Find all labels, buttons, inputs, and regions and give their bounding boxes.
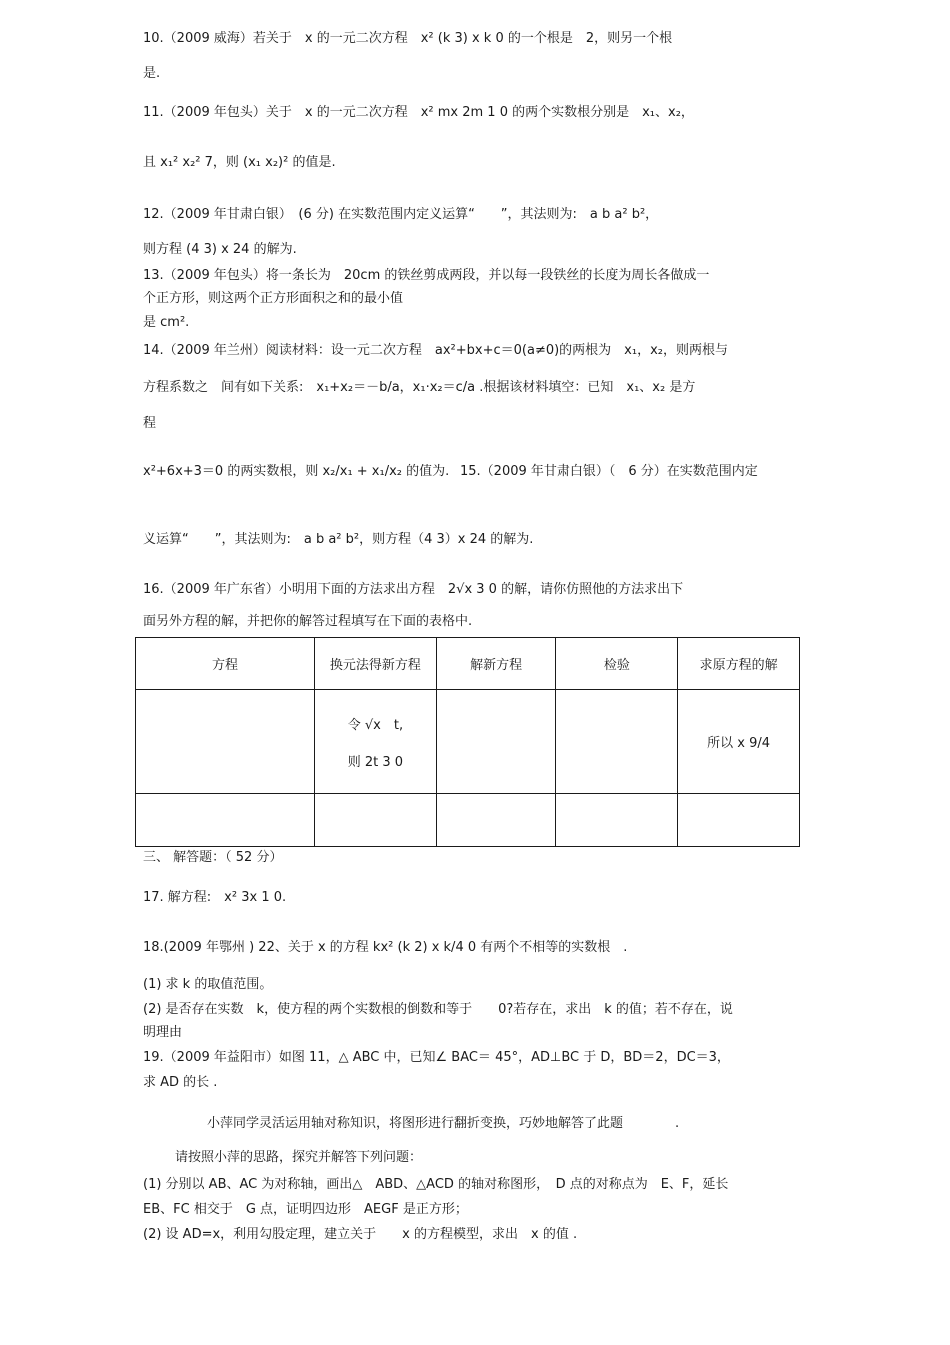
- table-cell: [556, 794, 678, 847]
- q15-line1: 15.（2009 年甘肃白银）（ 6 分）在实数范围内定: [460, 464, 758, 479]
- new-equation-line: 则 2t 3 0: [347, 754, 404, 770]
- q17-line: 17. 解方程: x² 3x 1 0.: [143, 890, 287, 905]
- q19-line3: 小萍同学灵活运用轴对称知识，将图形进行翻折变换，巧妙地解答了此题 .: [207, 1116, 680, 1131]
- table-cell: [136, 794, 315, 847]
- q19-line4: 请按照小萍的思路，探究并解答下列问题：: [175, 1150, 423, 1165]
- q19-line2: 求 AD 的长 .: [143, 1075, 218, 1090]
- q10-line1: 10.（2009 威海）若关于 x 的一元二次方程 x² (k 3) x k 0 的一个根是 2，则另一个根: [143, 31, 673, 46]
- substitution-line: 令 √x t,: [347, 717, 404, 733]
- q10-line2: 是.: [143, 66, 161, 81]
- table-cell: [436, 794, 556, 847]
- q14-line1: 14.（2009 年兰州）阅读材料：设一元二次方程 ax²+bx+c＝0(a≠0)的两根为 x₁，x₂，则两根与: [143, 343, 728, 358]
- q13-line1: 13.（2009 年包头）将一条长为 20cm 的铁丝剪成两段，并以每一段铁丝的长度为周长各做成一: [143, 268, 710, 283]
- table-cell: [315, 794, 437, 847]
- q14-line2: 方程系数之 间有如下关系: x₁+x₂＝－b/a，x₁·x₂＝c/a .根据该材料填空：已知 x₁、x₂ 是方: [143, 380, 696, 395]
- table-header: 换元法得新方程: [315, 638, 437, 690]
- section3-heading: 三、 解答题：（ 52 分）: [143, 850, 283, 865]
- table-cell: 所以 x 9/4: [678, 690, 800, 794]
- q13-line2: 个正方形，则这两个正方形面积之和的最小值: [143, 291, 404, 306]
- q18-part2: (2) 是否存在实数 k，使方程的两个实数根的倒数和等于 0?若存在，求出 k 的值；若不存在，说: [143, 1002, 733, 1017]
- q11-line1: 11.（2009 年包头）关于 x 的一元二次方程 x² mx 2m 1 0 的两个实数根分别是 x₁、x₂，: [143, 105, 694, 120]
- q16-line2: 面另外方程的解，并把你的解答过程填写在下面的表格中.: [143, 614, 473, 629]
- q18-line1: 18.(2009 年鄂州 ) 22、关于 x 的方程 kx² (k 2) x k/4 0 有两个不相等的实数根 .: [143, 940, 628, 955]
- q14-line3: 程: [143, 416, 157, 431]
- table-cell: [556, 690, 678, 794]
- q12-line2: 则方程 (4 3) x 24 的解为.: [143, 242, 297, 257]
- q15-line2: 义运算“ ”，其法则为: a b a² b²，则方程（4 3）x 24 的解为.: [143, 532, 534, 547]
- table-header: 解新方程: [436, 638, 556, 690]
- solution-table: [135, 637, 800, 847]
- q12-line1: 12.（2009 年甘肃白银） (6 分) 在实数范围内定义运算“ ”，其法则为: a b a² b²，: [143, 207, 659, 222]
- q14-line4: x²+6x+3＝0 的两实数根，则 x₂/x₁ + x₁/x₂ 的值为.: [143, 464, 450, 479]
- q19-line1: 19.（2009 年益阳市）如图 11，△ ABC 中，已知∠ BAC＝ 45°，AD⊥BC 于 D，BD＝2，DC＝3，: [143, 1050, 730, 1065]
- q16-line1: 16.（2009 年广东省）小明用下面的方法求出方程 2√x 3 0 的解，请你仿照他的方法求出下: [143, 582, 684, 597]
- table-header: 方程: [136, 638, 315, 690]
- q11-line2: 且 x₁² x₂² 7，则 (x₁ x₂)² 的值是.: [143, 155, 336, 170]
- q18-part1: (1) 求 k 的取值范围。: [143, 977, 273, 992]
- q19-part1a: (1) 分别以 AB、AC 为对称轴，画出△ ABD、△ACD 的轴对称图形， D 点的对称点为 E、F，延长: [143, 1177, 729, 1192]
- table-cell: [436, 690, 556, 794]
- table-cell: [678, 794, 800, 847]
- q19-part2: (2) 设 AD=x，利用勾股定理，建立关于 x 的方程模型，求出 x 的值 .: [143, 1227, 578, 1242]
- table-header: 检验: [556, 638, 678, 690]
- table-cell: [136, 690, 315, 794]
- q13-line3: 是 cm².: [143, 315, 190, 330]
- table-header: 求原方程的解: [678, 638, 800, 690]
- q18-part2b: 明理由: [143, 1025, 183, 1040]
- q19-part1b: EB、FC 相交于 G 点，证明四边形 AEGF 是正方形；: [143, 1202, 468, 1217]
- table-cell: [315, 690, 437, 794]
